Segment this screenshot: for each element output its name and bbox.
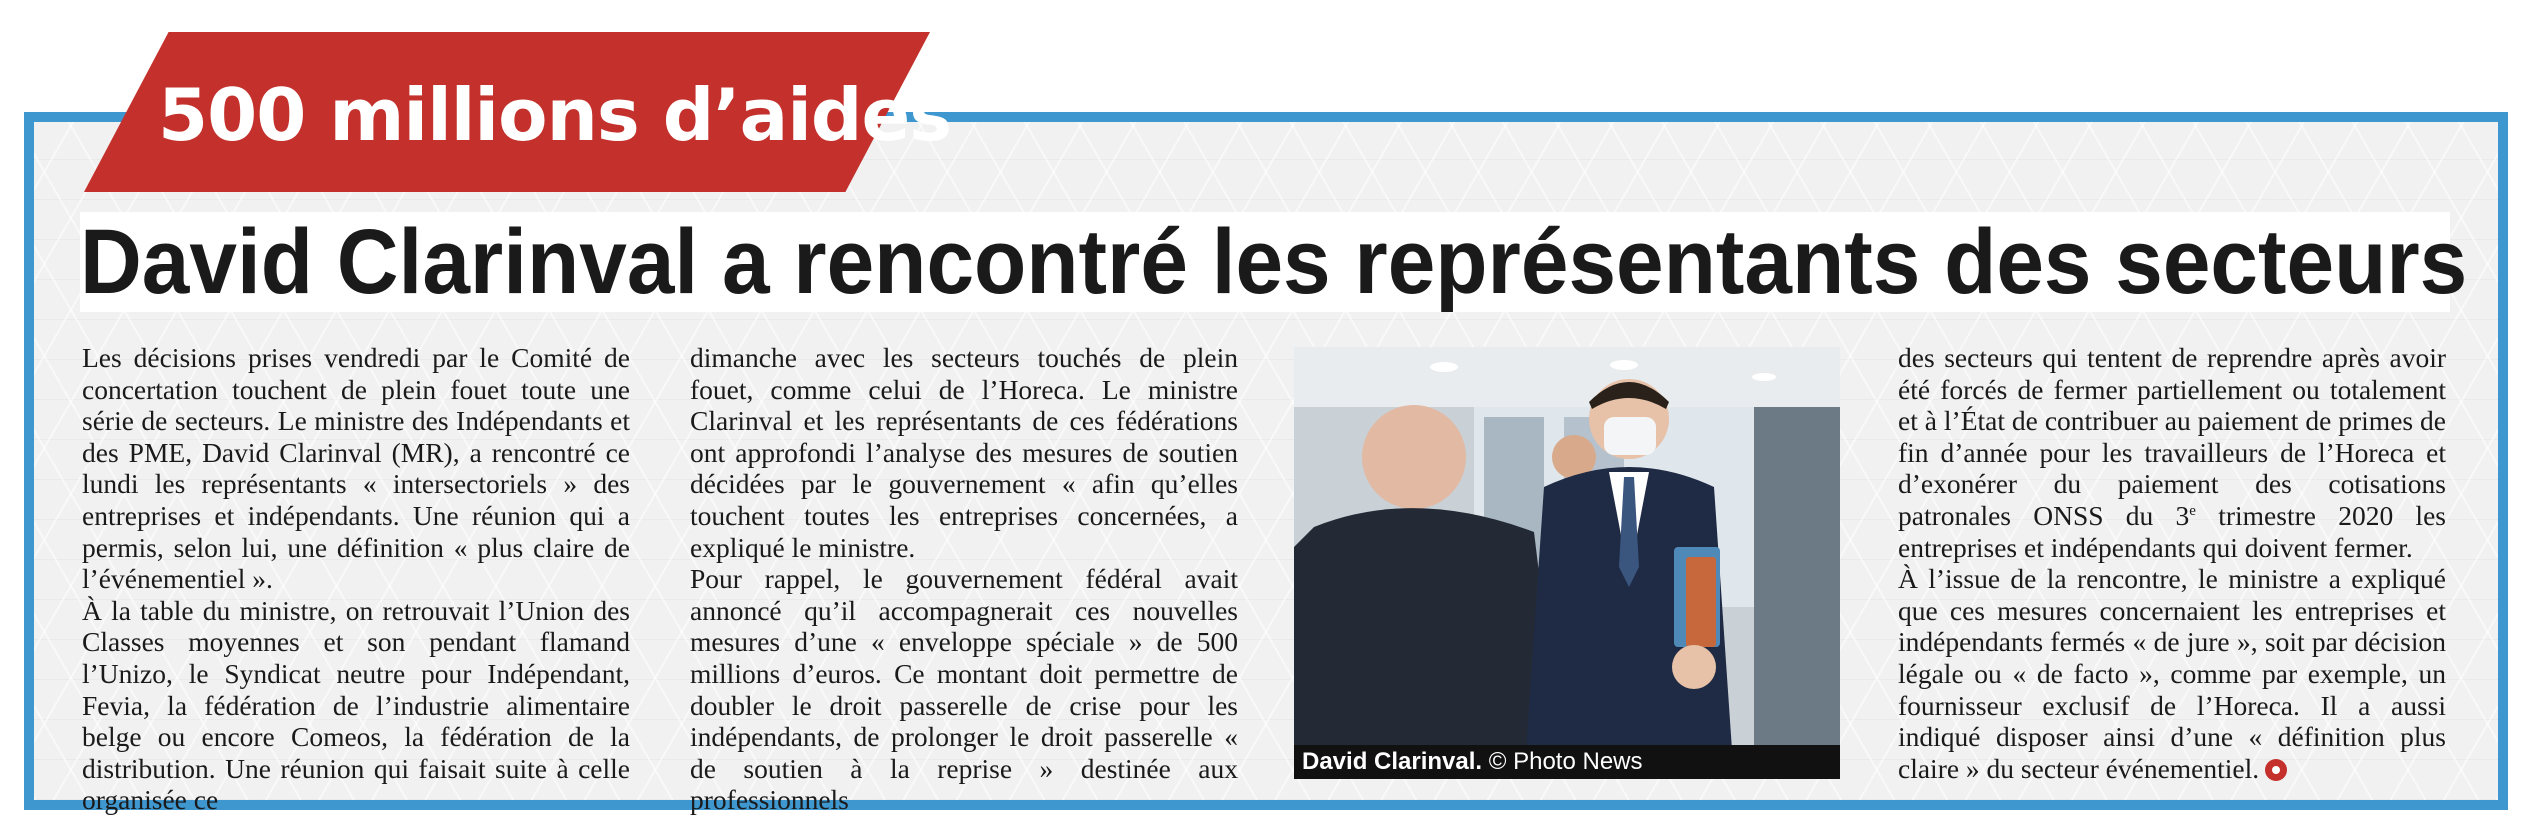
paragraph-text: trimestre 2020 les entreprises et indépendants qui doivent fermer. [1898,499,2446,563]
article-column-4 [1898,342,2446,786]
circle-end-mark-icon [2265,759,2287,781]
paragraph [1898,342,2446,563]
article-photo [1294,347,1840,779]
caption-credit: © Photo News [1482,748,1643,775]
paragraph [1898,563,2446,784]
headline: David Clarinval a rencontré les représentants des secteurs [80,211,2468,313]
paragraph: dimanche avec les secteurs touchés de plein fouet, comme celui de l’Horeca. Le ministre Clarinval et les représentants de ces fédérations ont approfondi l’analyse des mesures de soutien décidées par le gouvernement « afin qu’elles touchent toutes les entreprises concernées, a expliqué le ministre. [690,342,1238,563]
caption-name: David Clarinval. [1302,748,1483,775]
paragraph: Les décisions prises vendredi par le Comité de concertation touchent de plein fouet toute une série de secteurs. Le ministre des Indépendants et des PME, David Clarinval (MR), a rencontré ce lundi les représentants « intersectoriels » des entreprises et indépendants. Une réunion qui a permis, selon lui, une définition « plus claire de l’événementiel ». [82,342,630,595]
paragraph: À la table du ministre, on retrouvait l’Union des Classes moyennes et son pendant flamand l’Unizo, le Syndicat neutre pour Indépendant, Fevia, la fédération de l’industrie alimentaire belge ou encore Comeos, la fédération de la distribution. Une réunion qui faisait suite à celle organisée ce [82,594,630,816]
photo-image [1294,347,1840,779]
article-column-1 [82,342,630,816]
photo-caption [1294,745,1840,779]
superscript: e [2189,502,2196,519]
paragraph-text: des secteurs qui tentent de reprendre après avoir été forcés de fermer partiellement ou totalement et à l’État de contribuer au paiement de primes de fin d’année pour les travailleurs de l’Horeca et d’exonérer du paiement des cotisations patronales ONSS du 3 [1898,342,2446,531]
kicker-text: 500 millions d’aides [158,73,952,157]
paragraph-text: À l’issue de la rencontre, le ministre a expliqué que ces mesures concernaient les entreprises et indépendants fermés « de jure », soit par décision légale ou « de facto », comme par exemple, un fournisseur exclusif de l’Horeca. Il a aussi indiqué disposer ainsi d’une « définition plus claire » du secteur événementiel. [1898,563,2446,784]
paragraph: Pour rappel, le gouvernement fédéral avait annoncé qu’il accompagnerait ces nouvelles mesures d’une « enveloppe spéciale » de 500 millions d’euros. Ce montant doit permettre de doubler le droit passerelle de crise pour les indépendants, de prolonger le droit passerelle « de soutien à la reprise » destinée aux professionnels [690,563,1238,816]
article-column-2 [690,342,1238,816]
